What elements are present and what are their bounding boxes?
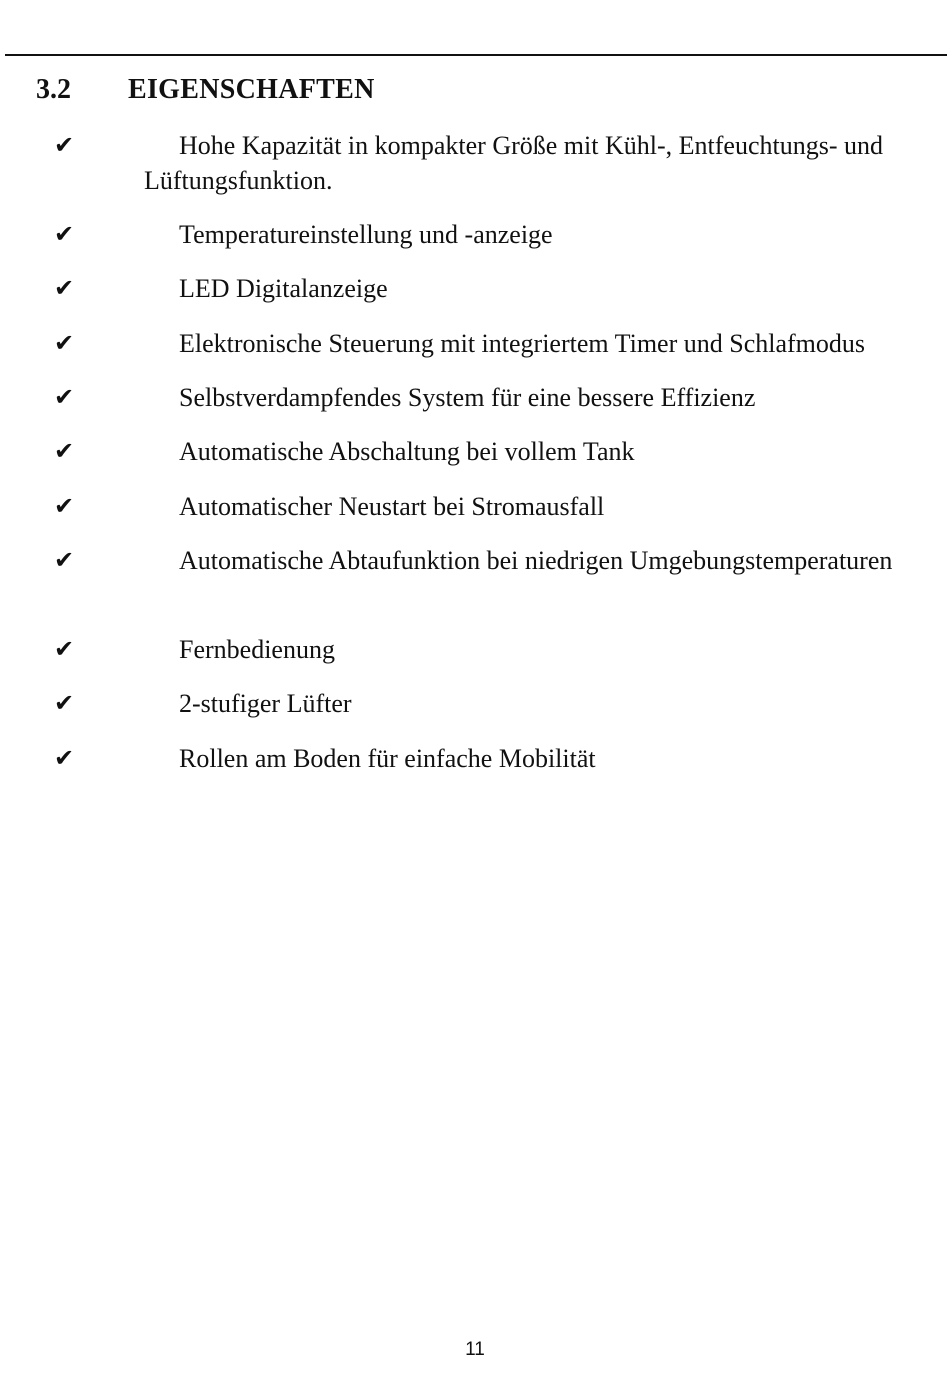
feature-line-continued: und Lüftungsfunktion. [144,131,883,195]
checkmark-icon: ✔ [54,131,75,159]
section-number: 3.2 [36,74,71,105]
header-rule [5,54,947,56]
feature-text: Selbstverdampfendes System für eine bessere Effizienz [179,383,756,412]
checkmark-icon: ✔ [54,689,75,717]
feature-text: Automatischer Neustart bei Stromausfall [179,492,605,521]
feature-text: Rollen am Boden für einfache Mobilität [179,744,596,773]
checkmark-icon: ✔ [54,635,75,663]
checkmark-icon: ✔ [54,274,75,302]
checkmark-icon: ✔ [54,492,75,520]
feature-text: LED Digitalanzeige [179,274,388,303]
checkmark-icon: ✔ [54,744,75,772]
page-number: 11 [465,1339,485,1360]
checkmark-icon: ✔ [54,437,75,465]
feature-text [144,128,914,198]
feature-text: Temperatureinstellung und -anzeige [179,220,553,249]
feature-text: Elektronische Steuerung mit integriertem Timer und Schlafmodus [179,329,866,358]
checkmark-icon: ✔ [54,383,75,411]
feature-text [144,543,914,578]
feature-line-continued: Umgebungstemperaturen [629,546,893,575]
feature-text: Fernbedienung [179,635,335,664]
feature-text: Automatische Abschaltung bei vollem Tank [179,437,635,466]
section-title: EIGENSCHAFTEN [128,74,375,105]
checkmark-icon: ✔ [54,546,75,574]
feature-line: Hohe Kapazität in kompakter Größe mit Kühl-, Entfeuchtungs- [179,131,838,160]
feature-line: Automatische Abtaufunktion bei niedrigen [179,546,624,575]
feature-text: 2-stufiger Lüfter [179,689,352,718]
checkmark-icon: ✔ [54,329,75,357]
checkmark-icon: ✔ [54,220,75,248]
